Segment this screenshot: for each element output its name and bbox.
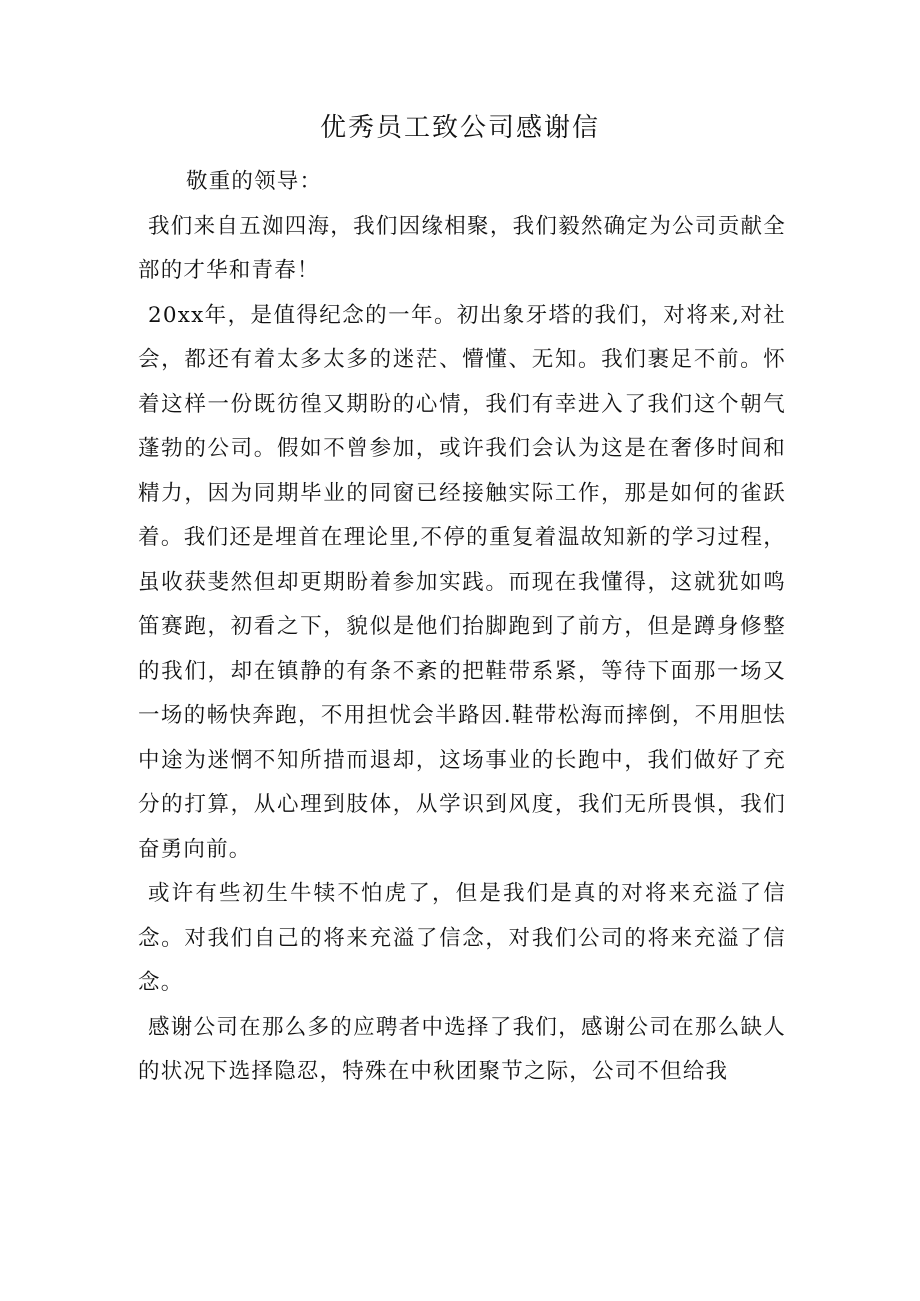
paragraph-2: 20xx年，是值得纪念的一年。初出象牙塔的我们，对将来,对社会，都还有着太多太多的迷茫、懵懂、无知。我们裹足不前。怀着这样一份既彷徨又期盼的心情，我们有幸进入了我们这个朝气蓬勃的公司。假如不曾参加，或许我们会认为这是在奢侈时间和精力，因为同期毕业的同窗已经接触实际工作，那是如何的雀跃着。我们还是埋首在理论里,不停的重复着温故知新的学习过程，虽收获斐然但却更期盼着参加实践。而现在我懂得，这就犹如鸣笛赛跑，初看之下，貌似是他们抬脚跑到了前方，但是蹲身修整的我们，却在镇静的有条不紊的把鞋带系紧，等待下面那一场又一场的畅快奔跑，不用担忧会半路因.鞋带松海而摔倒，不用胆怯中途为迷惘不知所措而退却，这场事业的长跑中，我们做好了充分的打算，从心理到肢体，从学识到风度，我们无所畏惧，我们奋勇向前。	[138, 302, 786, 862]
letter-body	[138, 160, 786, 1095]
paragraph-1: 我们来自五洳四海，我们因缘相聚，我们毅然确定为公司贡献全部的才华和青春！	[138, 213, 786, 283]
letter-title: 优秀员工致公司感谢信	[319, 113, 600, 143]
salutation: 敬重的领导：	[186, 169, 323, 194]
paragraph-4: 感谢公司在那么多的应聘者中选择了我们，感谢公司在那么缺人的状况下选择隐忍，特殊在中秋团聚节之际，公司不但给我	[138, 1014, 786, 1084]
paragraph-3: 或许有些初生牛犊不怕虎了，但是我们是真的对将来充溢了信念。对我们自己的将来充溢了信念，对我们公司的将来充溢了信念。	[138, 881, 786, 995]
